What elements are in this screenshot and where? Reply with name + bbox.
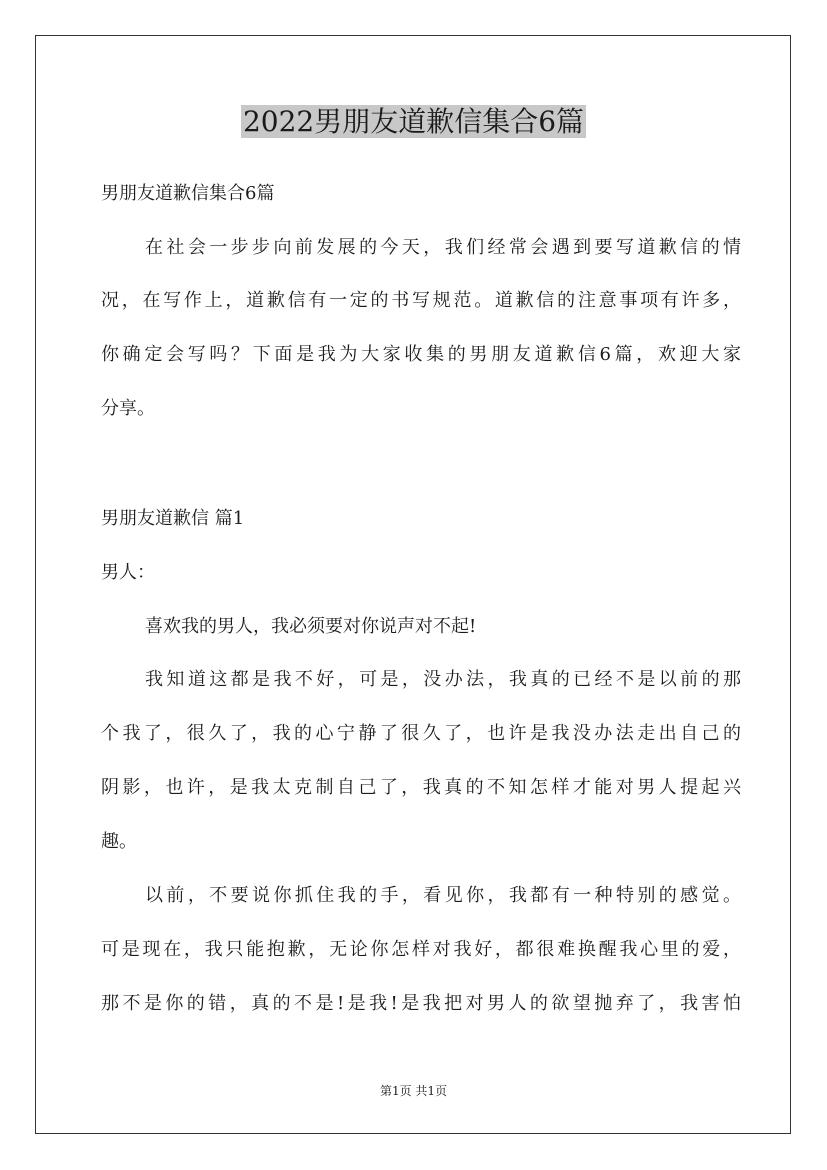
intro-line-2: 况，在写作上，道歉信有一定的书写规范。道歉信的注意事项有许多， (101, 290, 741, 311)
document-title (0, 100, 827, 144)
subtitle-line: 男朋友道歉信集合6篇 (101, 183, 275, 204)
body-line-6: 以前，不要说你抓住我的手，看见你，我都有一种特别的感觉。 (145, 885, 741, 906)
document-title-text: 2022男朋友道歉信集合6篇 (242, 105, 585, 138)
intro-line-3: 你确定会写吗？下面是我为大家收集的男朋友道歉信6篇，欢迎大家 (101, 344, 741, 365)
intro-line-1: 在社会一步步向前发展的今天，我们经常会遇到要写道歉信的情 (145, 237, 741, 258)
body-line-1: 喜欢我的男人，我必须要对你说声对不起! (145, 616, 477, 637)
body-line-2: 我知道这都是我不好，可是，没办法，我真的已经不是以前的那 (145, 669, 741, 690)
body-line-5: 趣。 (101, 831, 137, 852)
body-line-4: 阴影，也许，是我太克制自己了，我真的不知怎样才能对男人提起兴 (101, 777, 741, 798)
salutation: 男人： (101, 562, 155, 583)
section-heading: 男朋友道歉信 篇1 (101, 508, 245, 529)
body-line-8: 那不是你的错，真的不是!是我!是我把对男人的欲望抛弃了，我害怕 (101, 993, 741, 1014)
body-line-3: 个我了，很久了，我的心宁静了很久了，也许是我没办法走出自己的 (101, 723, 741, 744)
page-number: 第1页 共1页 (379, 1084, 448, 1098)
intro-line-4: 分享。 (101, 398, 155, 419)
body-line-7: 可是现在，我只能抱歉，无论你怎样对我好，都很难换醒我心里的爱， (101, 939, 741, 960)
